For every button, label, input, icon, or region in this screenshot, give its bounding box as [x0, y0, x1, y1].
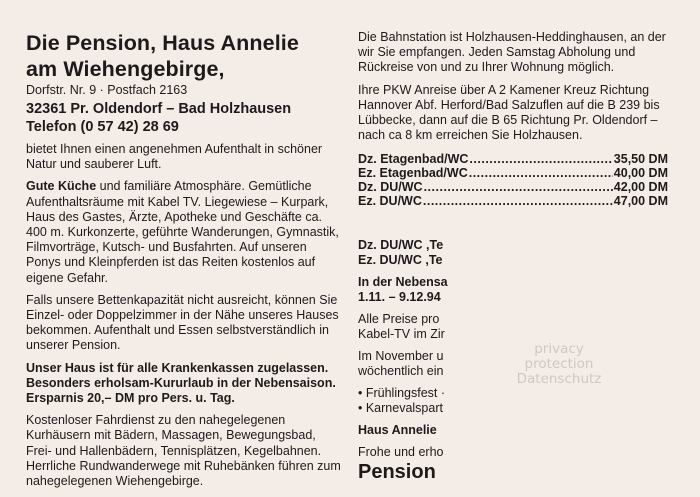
- transport-paragraph: Kostenloser Fahrdienst zu den nahegelegenen Kurhäusern mit Bädern, Massagen, Bewegungsbad, Frei- und Hallenbädern, Tennisplätzen, Kegelbahnen. Herrliche Rundwanderwege mit Ruhebänken führen zum nahegelegenen Wiehengebirge.: [26, 413, 341, 489]
- truncated-line: In der Nebensa: [358, 275, 448, 289]
- price-label: Ez. Etagenbad/WC: [358, 166, 468, 181]
- price-label: Dz. Etagenbad/WC: [358, 152, 469, 167]
- right-column: [358, 30, 678, 208]
- price-row: [358, 180, 668, 194]
- price-list: [358, 152, 678, 208]
- phone-number: Telefon (0 57 42) 28 69: [26, 119, 179, 135]
- leader-dots: [469, 166, 613, 180]
- pension-title-line2: am Wiehengebirge,: [26, 57, 225, 81]
- line-gap: [358, 305, 452, 312]
- insurance-paragraph: Unser Haus ist für alle Krankenkassen zugelassen. Besonders erholsam-Kururlaub in der Nebensaison. Ersparnis 20,– DM pro Pers. u. Tag.: [26, 360, 336, 406]
- truncated-line: Ez. DU/WC ,Te: [358, 253, 443, 267]
- truncated-line: Haus Annelie: [358, 423, 437, 437]
- price-value: 35,50 DM: [613, 152, 668, 167]
- watermark-line1: privacy protection: [524, 341, 594, 372]
- truncated-line: • Frühlingsfest ·: [358, 386, 446, 400]
- truncated-line: Alle Preise pro: [358, 312, 440, 326]
- price-value: 47,00 DM: [613, 194, 668, 209]
- kitchen-text: und familiäre Atmosphäre. Gemütliche Aufenthaltsräume mit Kabel TV. Liegewiese – Kurpark, Haus des Gastes, Ärzte, Apotheke und Geschäfte ca. 400 m. Kurkonzerte, geführte Wanderungen, Gymnastik, Filmvorträge, Kutsch- und Busfahrten. Auf unseren Ponys und Kleinpferden ist das Reiten kostenlos auf eigene Gefahr.: [26, 179, 339, 285]
- line-gap: [358, 268, 452, 275]
- line-gap: [358, 342, 452, 349]
- price-row: [358, 166, 668, 180]
- truncated-right-lines: [358, 238, 452, 484]
- kitchen-heading: Gute Küche: [26, 179, 97, 194]
- pension-title-line1: Die Pension, Haus Annelie: [26, 31, 299, 55]
- price-row: [358, 194, 668, 208]
- line-gap: [358, 416, 452, 423]
- left-column: [26, 30, 344, 489]
- price-label: Ez. DU/WC: [358, 194, 422, 209]
- car-directions-paragraph: Ihre PKW Anreise über A 2 Kamener Kreuz Richtung Hannover Abf. Herford/Bad Salzuflen auf die B 239 bis Lübbecke, dann auf die B 65 Richtung Pr. Oldendorf – nach ca 8 km erreichen Sie Holzhausen.: [358, 82, 660, 143]
- privacy-watermark: [500, 342, 618, 387]
- truncated-line: 1.11. – 9.12.94: [358, 290, 441, 304]
- intro-paragraph: bietet Ihnen einen angenehmen Aufenthalt in schöner Natur und sauberer Luft.: [26, 142, 323, 172]
- price-label: Dz. DU/WC: [358, 180, 423, 195]
- street-address: Dorfstr. Nr. 9 · Postfach 2163: [26, 83, 188, 97]
- price-row: [358, 152, 668, 166]
- truncated-line: wöchentlich ein: [358, 364, 444, 378]
- kitchen-paragraph: [26, 179, 344, 285]
- leader-dots: [424, 180, 613, 194]
- leader-dots: [469, 152, 612, 166]
- leader-dots: [423, 194, 613, 208]
- postal-city: 32361 Pr. Oldendorf – Bad Holzhausen: [26, 101, 292, 117]
- price-value: 40,00 DM: [613, 166, 668, 181]
- truncated-line: Dz. DU/WC ,Te: [358, 238, 444, 252]
- line-gap: [358, 438, 452, 445]
- capacity-paragraph: Falls unsere Bettenkapazität nicht ausreicht, können Sie Einzel- oder Doppelzimmer in der Nähe unseres Hauses bekommen. Aufenthalt und Essen selbstverständlich in unserer Pension.: [26, 292, 339, 353]
- truncated-line: • Karnevalspart: [358, 401, 443, 415]
- truncated-line: Im November u: [358, 349, 444, 363]
- price-value: 42,00 DM: [613, 180, 668, 195]
- truncated-line: Kabel-TV im Zir: [358, 327, 445, 341]
- station-paragraph: Die Bahnstation ist Holzhausen-Heddinghausen, an der wir Sie empfangen. Jeden Samstag Abholung und Rückreise von und zu Ihrer Wohnung möglich.: [358, 30, 666, 75]
- truncated-line: Pension: [358, 461, 436, 483]
- watermark-line2: Datenschutz: [516, 371, 602, 387]
- line-gap: [358, 379, 452, 386]
- truncated-line: Frohe und erho: [358, 445, 444, 459]
